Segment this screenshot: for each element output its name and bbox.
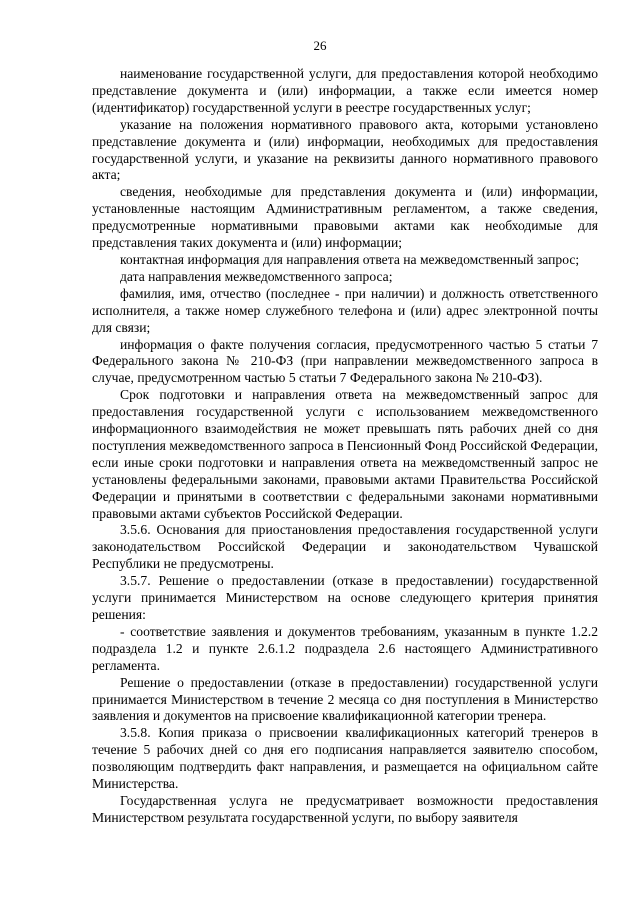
- paragraph: Срок подготовки и направления ответа на межведомственный запрос для предоставления государственной услуги с использованием межведомственного информационного взаимодействия не может превышать пять рабочих дней со дня поступления межведомственного запроса в Пенсионный Фонд Российской Федерации, если иные сроки подготовки и направления ответа на межведомственный запрос не установлены федеральными законами, правовыми актами Правительства Российской Федерации и принятыми в соответствии с федеральными законами нормативными правовыми актами субъектов Российской Федерации.: [92, 387, 598, 521]
- paragraph: информация о факте получения согласия, предусмотренного частью 5 статьи 7 Федерального закона № 210-ФЗ (при направлении межведомственного запроса в случае, предусмотренном частью 5 статьи 7 Федерального закона № 210-ФЗ).: [92, 336, 598, 386]
- paragraph: 3.5.7. Решение о предоставлении (отказе в предоставлении) государственной услуги принимается Министерством на основе следующего критерия принятия решения:: [92, 573, 598, 622]
- paragraph: фамилия, имя, отчество (последнее - при наличии) и должность ответственного исполнителя, а также номер служебного телефона и (или) адрес электронной почты для связи;: [92, 285, 598, 335]
- paragraph: 3.5.8. Копия приказа о присвоении квалификационных категорий тренеров в течение 5 рабочих дней со дня его подписания направляется заявителю способом, позволяющим подтвердить факт направления, и размещается на официальном сайте Министерства.: [92, 725, 598, 792]
- paragraph: Государственная услуга не предусматривает возможности предоставления Министерством результата государственной услуги, по выбору заявителя: [92, 792, 598, 825]
- page-number: 26: [313, 38, 327, 53]
- paragraph: Решение о предоставлении (отказе в предоставлении) государственной услуги принимается Министерством в течение 2 месяца со дня поступления в Министерство заявления и документов на присвоение квалификационной категории тренера.: [92, 674, 598, 724]
- paragraph: указание на положения нормативного правового акта, которыми установлено представление документа и (или) информации, необходимых для предоставления государственной услуги, и указание на реквизиты данного нормативного правового акта;: [92, 116, 598, 183]
- paragraph: наименование государственной услуги, для предоставления которой необходимо представление документа и (или) информации, а также если имеется номер (идентификатор) государственной услуги в реестре государственных услуг;: [92, 66, 598, 115]
- paragraph: контактная информация для направления ответа на межведомственный запрос;: [120, 251, 580, 267]
- paragraph: 3.5.6. Основания для приостановления предоставления государственной услуги законодательством Российской Федерации и законодательством Чувашской Республики не предусмотрены.: [92, 522, 598, 572]
- paragraph: сведения, необходимые для представления документа и (или) информации, установленные настоящим Административным регламентом, а также сведения, предусмотренные нормативными правовыми актами как необходимые для представления таких документа и (или) информации;: [92, 184, 598, 251]
- body-text: [92, 66, 598, 827]
- paragraph: дата направления межведомственного запроса;: [120, 268, 393, 284]
- paragraph: - соответствие заявления и документов требованиям, указанным в пункте 1.2.2 подраздела 1.2 и пункте 2.6.1.2 подраздела 2.6 настоящего Административного регламента.: [92, 623, 598, 673]
